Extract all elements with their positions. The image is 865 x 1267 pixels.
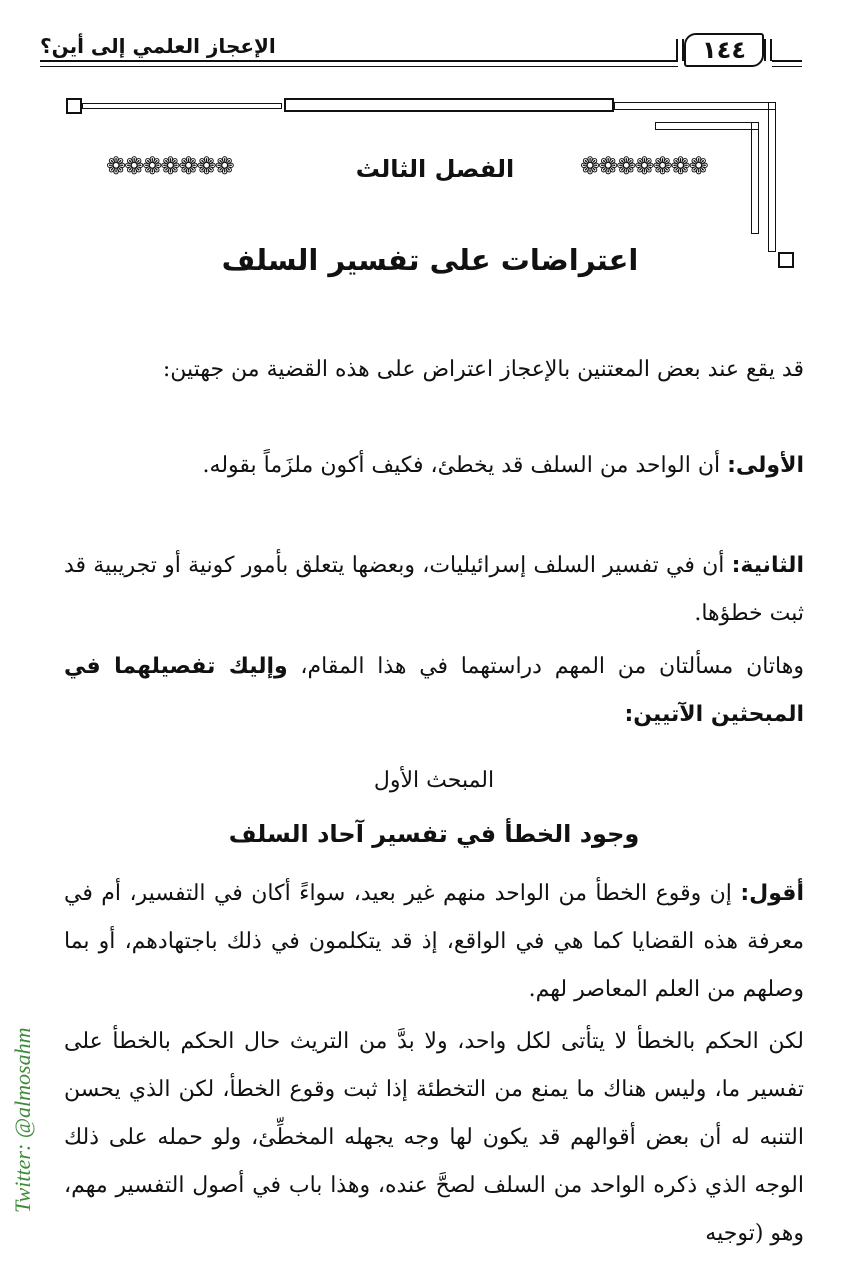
page-number-badge: ١٤٤ <box>684 33 764 67</box>
frame-right-outer <box>768 102 776 252</box>
chapter-title: اعتراضات على تفسير السلف <box>221 243 639 277</box>
frame-inner-top <box>655 122 759 130</box>
frame-corner-square <box>66 98 82 114</box>
paragraph-text: أن الواحد من السلف قد يخطئ، فكيف أكون ملزَماً بقوله. <box>202 453 728 478</box>
header-rule-right-thin <box>772 66 802 67</box>
section-label: المبحث الأول <box>373 768 495 793</box>
paragraph-lead-bold: الأولى: <box>727 453 804 478</box>
paragraph-intro: قد يقع عند بعض المعتنين بالإعجاز اعتراض على هذه القضية من جهتين: <box>162 357 804 382</box>
paragraph-text: أن في تفسير السلف إسرائيليات، وبعضها يتعلق بأمور كونية أو تجريبية قد ثبت خطؤها. <box>64 553 804 626</box>
paragraph-text: وهاتان مسألتان من المهم دراستهما في هذا المقام، <box>287 654 804 679</box>
paragraph-answer <box>64 870 804 1014</box>
running-header-title: الإعجاز العلمي إلى أين؟ <box>40 34 276 58</box>
frame-top-bar <box>284 98 614 112</box>
paragraph-transition <box>64 643 804 739</box>
paragraph-judgement: لكن الحكم بالخطأ لا يتأتى لكل واحد، ولا بدَّ من التريث حال الحكم بالخطأ على تفسير ما، وليس هناك ما يمنع من التخطئة إذا ثبت وقوع الخطأ، لكن الذي يحسن التنبه له أن بعض أقوالهم قد يكون لها وجه يجهله المخطِّئ، ولو حمله على ذلك الوجه الذي ذكره الواحد من السلف لصحَّ عنده، وهذا باب في أصول التفسير مهم، وهو (توجيه <box>64 1029 804 1246</box>
section-title: وجود الخطأ في تفسير آحاد السلف <box>228 820 640 848</box>
floral-ornament-icon: ❁❁❁❁❁❁❁ <box>106 152 233 180</box>
frame-top-right-line <box>614 102 776 110</box>
ornament-strip-left <box>106 148 286 184</box>
paragraph-lead-bold: أقول: <box>740 881 804 906</box>
frame-corner-square-bottom <box>778 252 794 268</box>
chapter-label: الفصل الثالث <box>355 155 515 183</box>
twitter-watermark: Twitter: @almosahm <box>10 1027 35 1213</box>
paragraph-bold-tail: وإليك تفصيلهما في المبحثين الآتيين: <box>64 654 804 727</box>
paragraph-lead-bold: الثانية: <box>731 553 804 578</box>
paragraph-first-objection <box>64 442 804 490</box>
header-rule-left <box>40 60 678 62</box>
header-rule-right <box>772 60 802 62</box>
floral-ornament-icon: ❁❁❁❁❁❁❁ <box>580 152 707 180</box>
ornament-strip-right <box>580 148 760 184</box>
paragraph-text: إن وقوع الخطأ من الواحد منهم غير بعيد، سواءً أكان في التفسير، أم في معرفة هذه القضايا كما هي في الواقع، إذ قد يتكلمون في ذلك باجتهادهم، أو بما وصلهم من العلم المعاصر لهم. <box>64 881 804 1002</box>
paragraph-second-objection <box>64 542 804 638</box>
header-rule-left-thin <box>40 66 678 67</box>
frame-top-line <box>82 103 282 109</box>
